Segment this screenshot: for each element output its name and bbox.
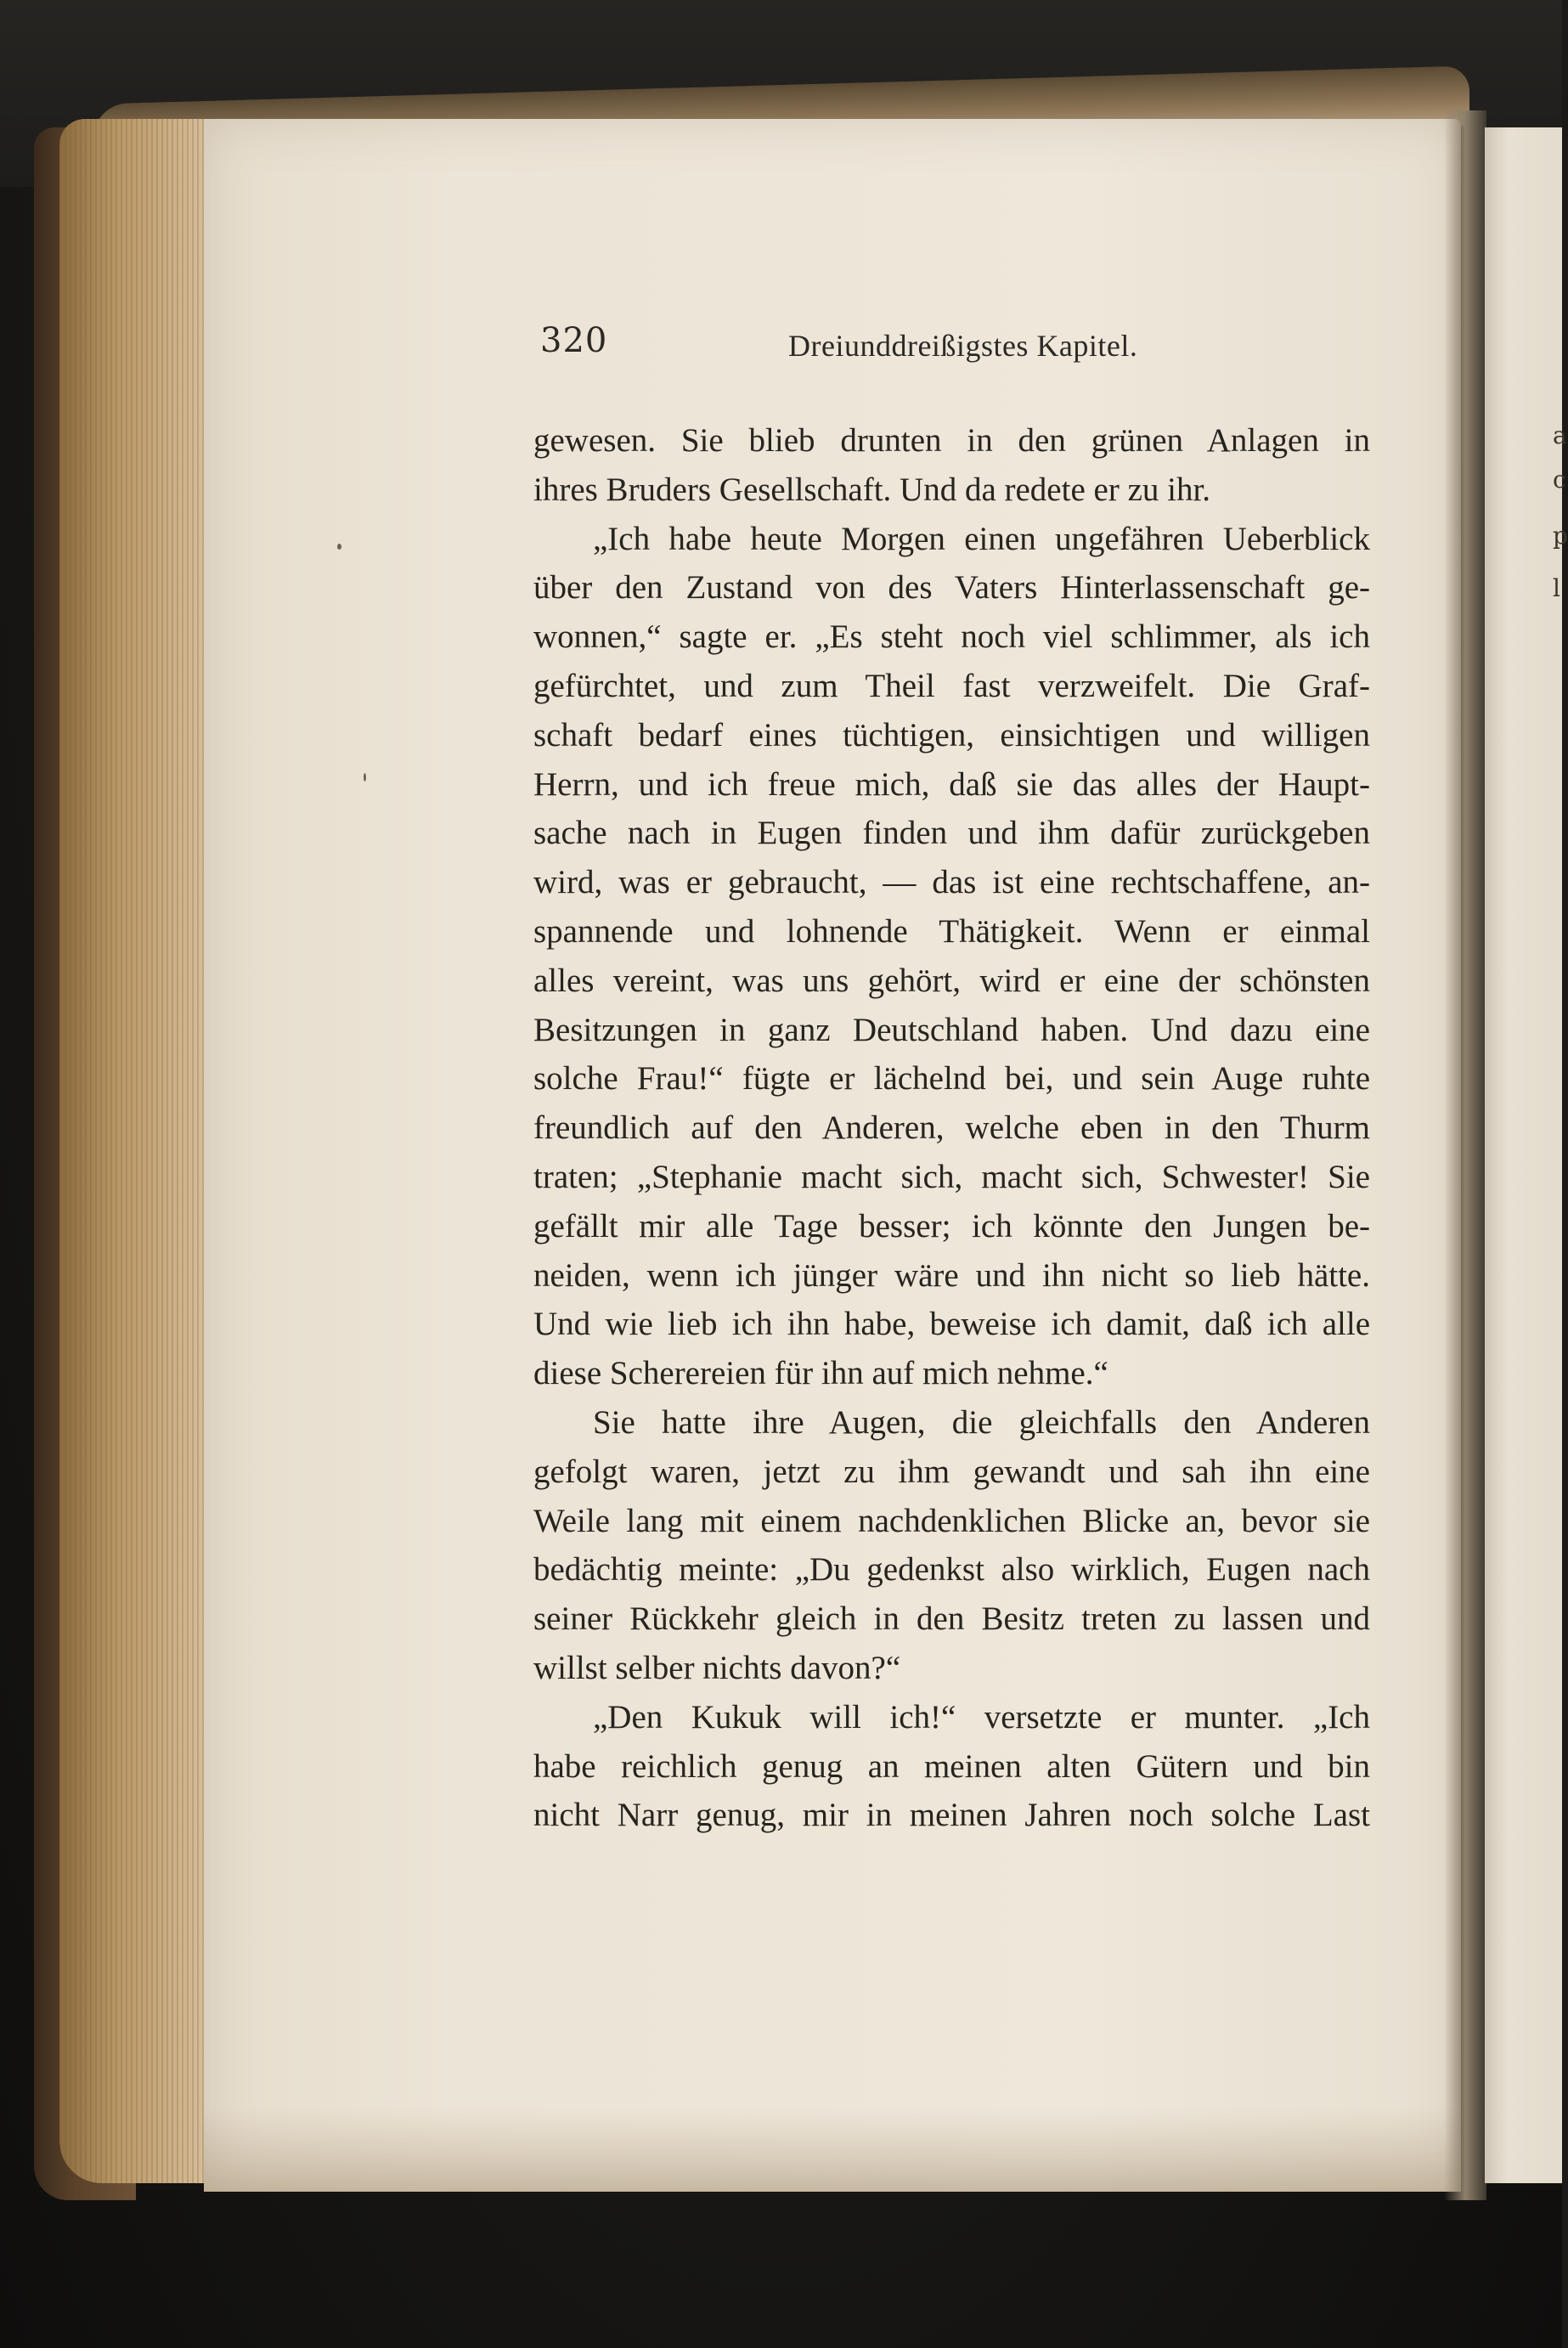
text-line: gefürchtet, und zum Theil fast verzweifelt. Die Graf- — [533, 667, 1370, 704]
text-line: Herrn, und ich freue mich, daß sie das alles der Haupt- — [533, 765, 1370, 803]
book-gutter — [1444, 110, 1486, 2200]
text-line: diese Scherereien für ihn auf mich nehme.“ — [533, 1355, 1108, 1392]
text-line: über den Zustand von des Vaters Hinterlassenschaft ge- — [533, 569, 1370, 607]
text-line: Besitzungen in ganz Deutschland haben. Und dazu eine — [533, 1011, 1370, 1048]
text-line: schaft bedarf eines tüchtigen, einsichtigen und willigen — [533, 716, 1370, 754]
next-page-sliver — [1485, 127, 1562, 2183]
text-line: Sie hatte ihre Augen, die gleichfalls den Anderen — [593, 1403, 1370, 1441]
text-line: seiner Rückkehr gleich in den Besitz treten zu lassen und — [533, 1600, 1370, 1638]
text-line: ihres Bruders Gesellschaft. Und da redete er zu ihr. — [533, 471, 1211, 508]
text-line: Und wie lieb ich ihn habe, beweise ich damit, daß ich alle — [533, 1306, 1370, 1343]
text-line: solche Frau!“ fügte er lächelnd bei, und sein Auge ruhte — [533, 1060, 1370, 1098]
text-line: sache nach in Eugen finden und ihm dafür zurückgeben — [533, 815, 1370, 852]
text-line: gewesen. Sie blieb drunten in den grünen Anlagen in — [533, 422, 1370, 459]
text-line: neiden, wenn ich jünger wäre und ihn nicht so lieb hätte. — [533, 1256, 1370, 1294]
page-bottom-shading — [204, 2107, 1461, 2192]
text-line: bedächtig meinte: „Du gedenkst also wirklich, Eugen nach — [533, 1551, 1370, 1589]
paper-speck — [337, 544, 341, 550]
text-line: gefällt mir alle Tage besser; ich könnte den Jungen be- — [533, 1207, 1370, 1245]
text-line: Weile lang mit einem nachdenklichen Blicke an, bevor sie — [533, 1502, 1370, 1539]
text-line: habe reichlich genug an meinen alten Gütern und bin — [533, 1747, 1370, 1785]
page-number: 320 — [540, 321, 608, 360]
next-page-fragment: c — [1553, 466, 1566, 494]
page-header — [540, 321, 1390, 372]
body-text — [533, 416, 1370, 1840]
text-line: wird, was er gebraucht, — das ist eine rechtschaffene, an- — [533, 864, 1370, 901]
text-line: gefolgt waren, jetzt zu ihm gewandt und sah ihn eine — [533, 1453, 1370, 1490]
text-line: „Den Kukuk will ich!“ versetzte er munter. „Ich — [593, 1698, 1370, 1736]
text-line: freundlich auf den Anderen, welche eben in den Thurm — [533, 1109, 1370, 1147]
text-line: willst selber nichts davon?“ — [533, 1649, 901, 1686]
text-line: „Ich habe heute Morgen einen ungefähren Ueberblick — [593, 520, 1370, 557]
text-line: spannende und lohnende Thätigkeit. Wenn er einmal — [533, 912, 1370, 950]
running-head: Dreiunddreißigstes Kapitel. — [788, 329, 1138, 363]
text-line: traten; „Stephanie macht sich, macht sich, Schwester! Sie — [533, 1158, 1370, 1195]
next-page-fragment: a — [1553, 421, 1567, 449]
page-block-edge — [59, 119, 221, 2183]
paper-speck — [364, 773, 366, 782]
text-line: alles vereint, was uns gehört, wird er eine der schönsten — [533, 962, 1370, 999]
text-line: wonnen,“ sagte er. „Es steht noch viel schlimmer, als ich — [533, 618, 1370, 656]
next-page-fragment: p — [1553, 522, 1568, 550]
text-line: nicht Narr genug, mir in meinen Jahren noch solche Last — [533, 1797, 1370, 1834]
next-page-fragment: l — [1553, 574, 1560, 602]
